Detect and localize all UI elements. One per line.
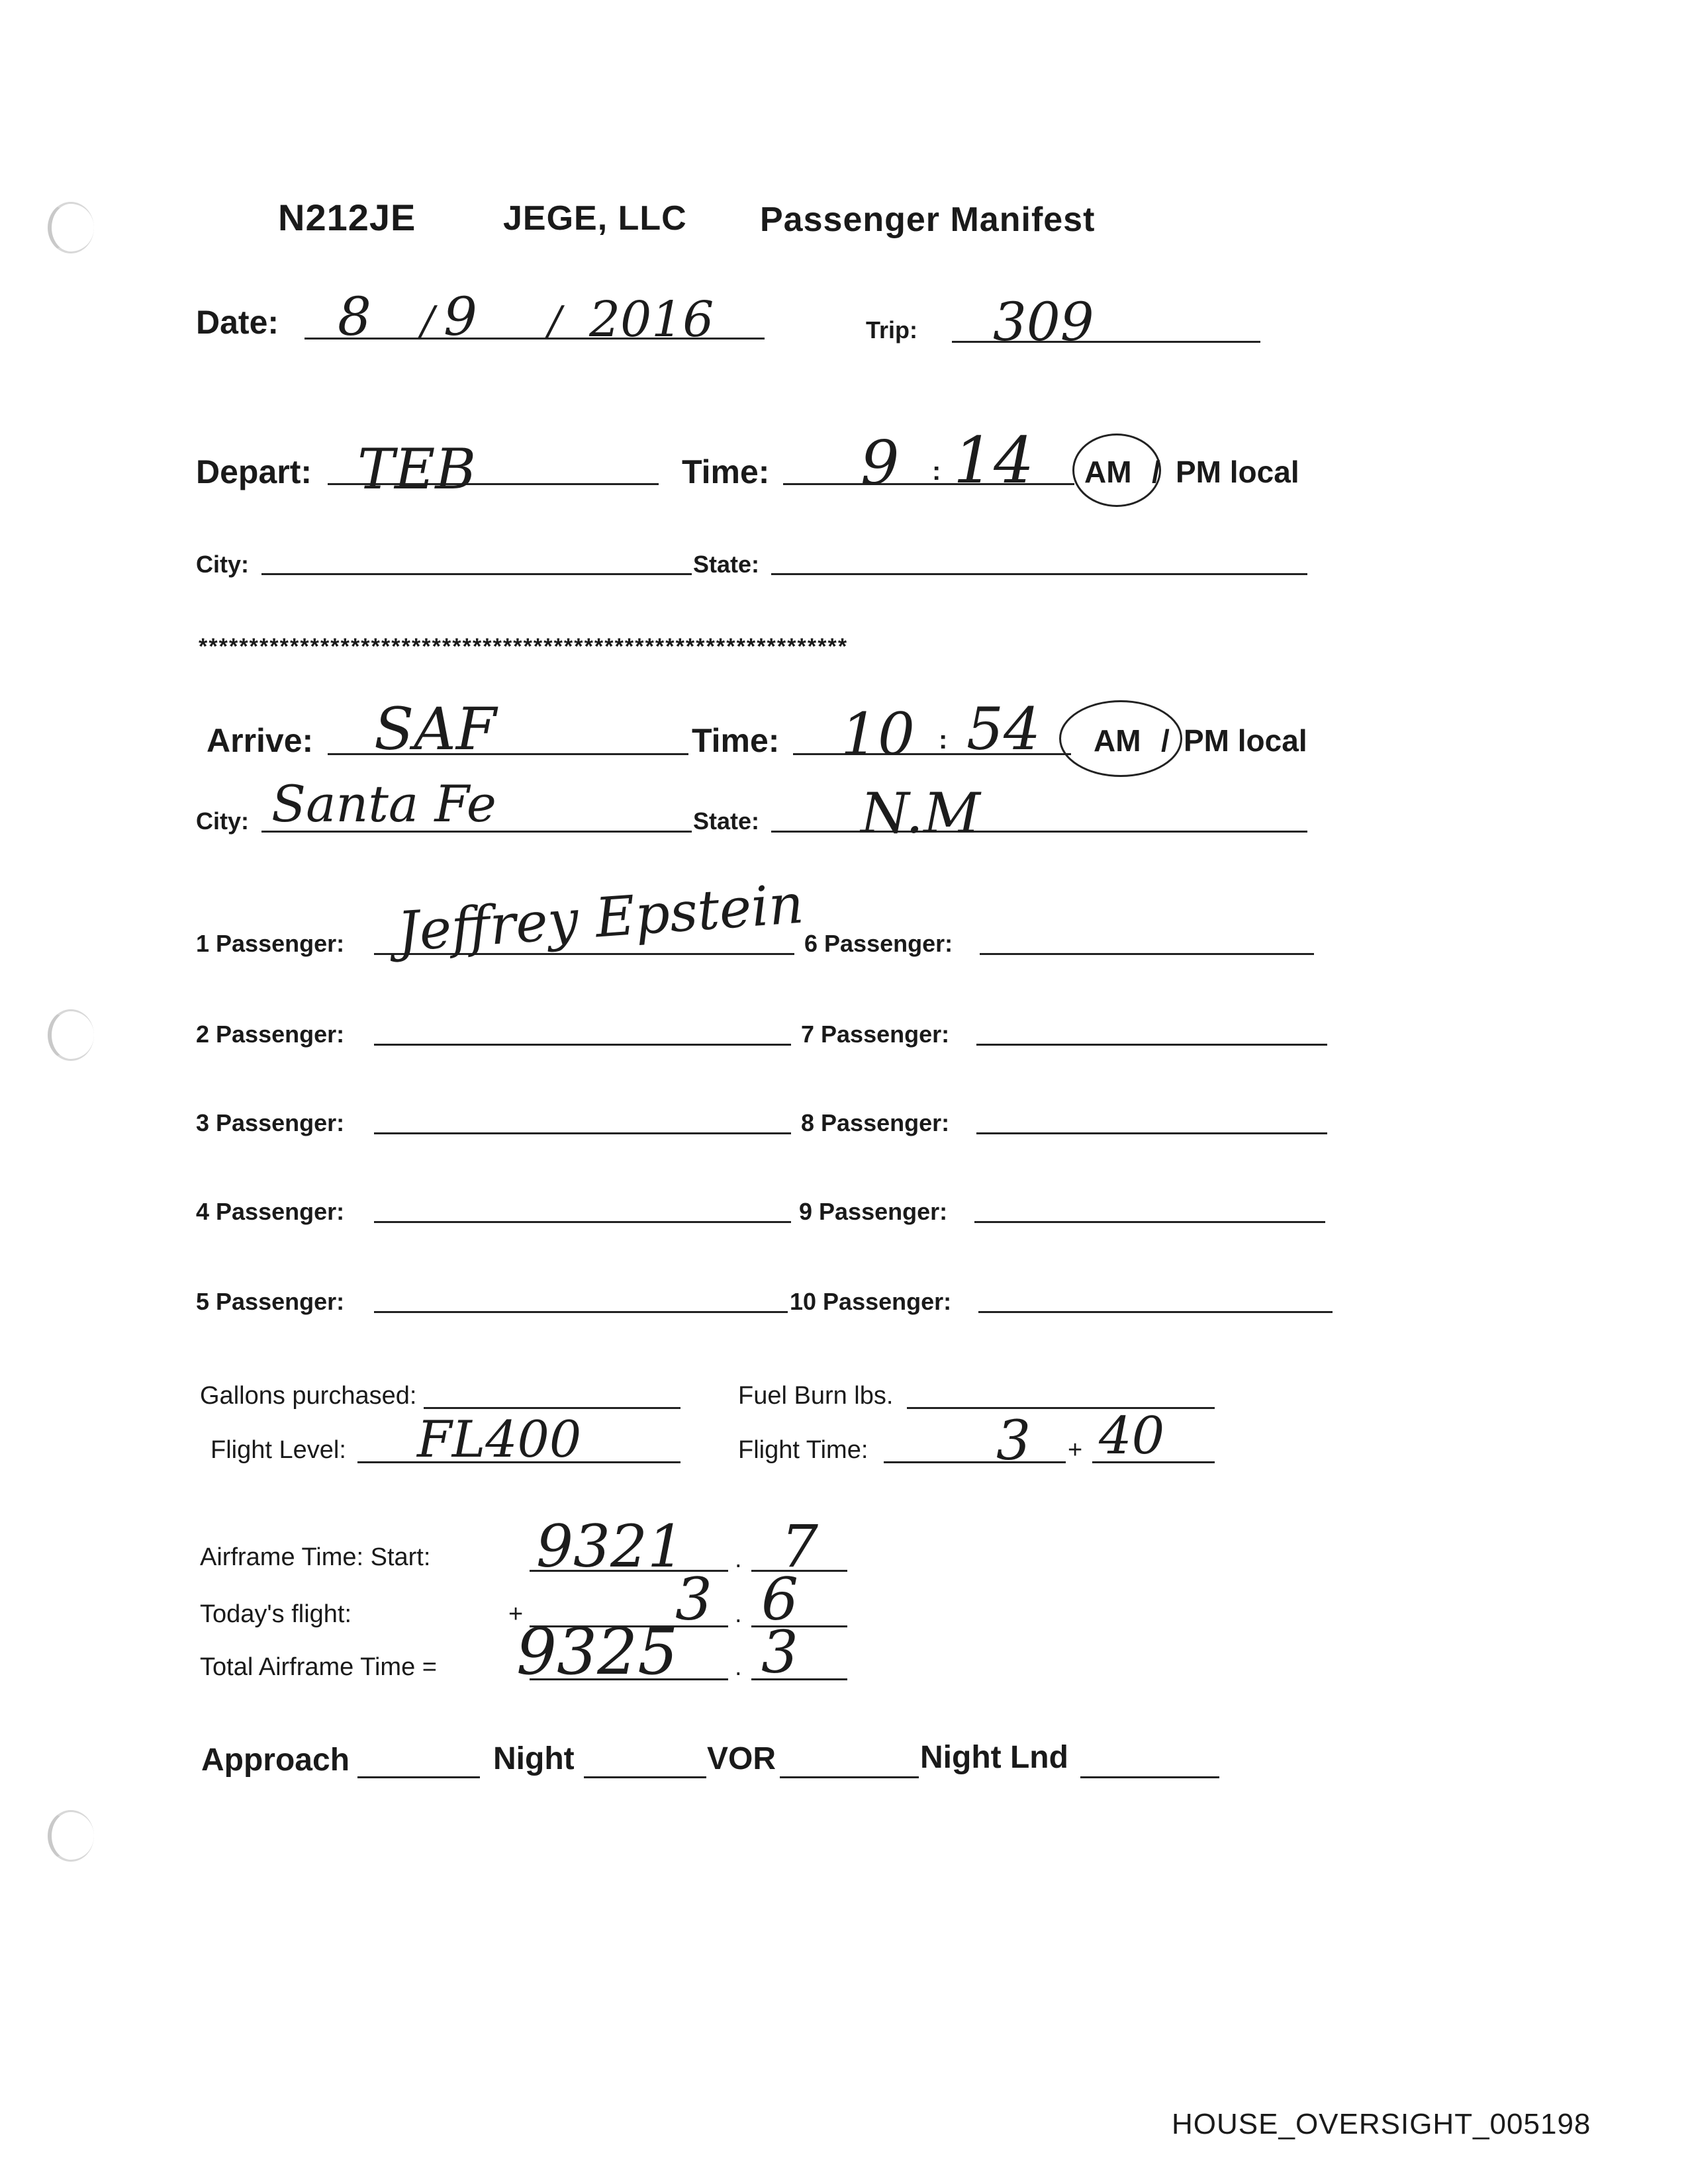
- night-line[interactable]: [584, 1776, 706, 1778]
- arrive-value: SAF: [374, 695, 496, 763]
- bates-number: HOUSE_OVERSIGHT_005198: [1172, 2108, 1591, 2140]
- airframe-start-tenth-value: 7: [781, 1512, 818, 1580]
- depart-am-pm-slash: /: [1152, 455, 1160, 489]
- depart-state-line[interactable]: [771, 573, 1307, 575]
- depart-state-label: State:: [693, 551, 760, 578]
- passenger-6-line[interactable]: [980, 953, 1314, 955]
- passenger-8-label: 8 Passenger:: [801, 1109, 950, 1136]
- arrive-am-label[interactable]: AM: [1094, 723, 1141, 758]
- flight-time-plus: +: [1068, 1436, 1083, 1464]
- passenger-2-label: 2 Passenger:: [196, 1021, 345, 1048]
- passenger-1-label: 1 Passenger:: [196, 930, 345, 957]
- date-sep-2: /: [548, 298, 562, 344]
- fuel-burn-label: Fuel Burn lbs.: [738, 1382, 894, 1410]
- flight-level-label: Flight Level:: [211, 1436, 346, 1464]
- flight-time-label: Flight Time:: [738, 1436, 868, 1464]
- passenger-4-line[interactable]: [374, 1221, 791, 1223]
- arrive-city-label: City:: [196, 807, 249, 835]
- passenger-10-line[interactable]: [978, 1311, 1333, 1313]
- arrive-time-label: Time:: [692, 722, 780, 759]
- arrive-pm-local-label[interactable]: PM local: [1184, 723, 1307, 758]
- arrive-label: Arrive:: [207, 722, 314, 759]
- binder-hole-top: [48, 202, 94, 253]
- passenger-6-label: 6 Passenger:: [804, 930, 953, 957]
- date-sep-1: /: [421, 298, 435, 344]
- date-month-value: 8: [338, 286, 371, 347]
- arrive-am-pm-slash: /: [1161, 723, 1170, 758]
- date-year-value: 2016: [589, 291, 714, 348]
- depart-label: Depart:: [196, 453, 312, 490]
- depart-time-colon: :: [932, 457, 941, 486]
- form-title: Passenger Manifest: [760, 201, 1096, 239]
- arrive-state-line[interactable]: [771, 831, 1307, 833]
- approach-line[interactable]: [357, 1776, 480, 1778]
- total-airframe-dot: .: [735, 1653, 742, 1681]
- passenger-5-label: 5 Passenger:: [196, 1288, 345, 1315]
- todays-flight-tenth-value: 6: [761, 1565, 798, 1633]
- arrive-state-value: N.M: [861, 781, 980, 846]
- date-label: Date:: [196, 304, 279, 341]
- passenger-7-line[interactable]: [976, 1044, 1327, 1046]
- todays-flight-plus: +: [508, 1600, 524, 1628]
- total-airframe-label: Total Airframe Time =: [200, 1653, 437, 1681]
- depart-hour-value: 9: [861, 428, 900, 498]
- passenger-5-line[interactable]: [374, 1311, 788, 1313]
- company-name: JEGE, LLC: [503, 199, 687, 238]
- todays-flight-dot: .: [735, 1600, 742, 1628]
- arrive-city-value: Santa Fe: [271, 774, 496, 833]
- depart-pm-local-label[interactable]: PM local: [1176, 455, 1299, 489]
- passenger-1-name: Jeffrey Epstein: [395, 872, 806, 964]
- airframe-start-dot: .: [735, 1545, 742, 1573]
- binder-hole-middle: [48, 1009, 94, 1061]
- vor-label: VOR: [707, 1741, 776, 1776]
- night-label: Night: [493, 1741, 575, 1776]
- depart-min-value: 14: [953, 424, 1035, 498]
- passenger-9-label: 9 Passenger:: [799, 1198, 948, 1225]
- flight-level-value: FL400: [417, 1410, 582, 1469]
- depart-time-label: Time:: [682, 453, 770, 490]
- todays-flight-label: Today's flight:: [200, 1600, 352, 1628]
- flight-time-hours-value: 3: [996, 1410, 1031, 1473]
- depart-city-label: City:: [196, 551, 249, 578]
- arrive-state-label: State:: [693, 807, 760, 835]
- todays-flight-whole-value: 3: [675, 1565, 712, 1633]
- passenger-3-line[interactable]: [374, 1132, 791, 1134]
- tail-number: N212JE: [278, 197, 416, 238]
- passenger-3-label: 3 Passenger:: [196, 1109, 345, 1136]
- depart-city-line[interactable]: [261, 573, 692, 575]
- depart-am-label[interactable]: AM: [1084, 455, 1132, 489]
- total-airframe-whole-value: 9325: [516, 1615, 679, 1689]
- night-lnd-label: Night Lnd: [920, 1740, 1068, 1775]
- date-day-value: 9: [444, 286, 477, 347]
- gallons-purchased-line[interactable]: [424, 1407, 680, 1409]
- arrive-time-colon: :: [939, 725, 948, 754]
- fuel-burn-line[interactable]: [907, 1407, 1215, 1409]
- airframe-start-whole-value: 9321: [536, 1512, 684, 1580]
- flight-time-minutes-value: 40: [1099, 1406, 1165, 1466]
- trip-label: Trip:: [866, 316, 917, 343]
- passenger-9-line[interactable]: [974, 1221, 1325, 1223]
- approach-label: Approach: [201, 1743, 350, 1778]
- depart-value: TEB: [357, 437, 477, 502]
- vor-line[interactable]: [780, 1776, 919, 1778]
- airframe-start-label: Airframe Time: Start:: [200, 1543, 431, 1571]
- passenger-2-line[interactable]: [374, 1044, 791, 1046]
- passenger-10-label: 10 Passenger:: [790, 1288, 952, 1315]
- arrive-min-value: 54: [966, 695, 1041, 763]
- flight-time-hours-line[interactable]: [884, 1461, 1066, 1463]
- binder-hole-bottom: [48, 1810, 94, 1862]
- total-airframe-tenth-value: 3: [761, 1618, 798, 1686]
- passenger-4-label: 4 Passenger:: [196, 1198, 345, 1225]
- passenger-8-line[interactable]: [976, 1132, 1327, 1134]
- asterisk-separator: ****************************************************************: [199, 634, 849, 659]
- passenger-7-label: 7 Passenger:: [801, 1021, 950, 1048]
- night-lnd-line[interactable]: [1080, 1776, 1219, 1778]
- gallons-purchased-label: Gallons purchased:: [200, 1382, 417, 1410]
- trip-value: 309: [993, 291, 1094, 353]
- arrive-hour-value: 10: [841, 700, 915, 768]
